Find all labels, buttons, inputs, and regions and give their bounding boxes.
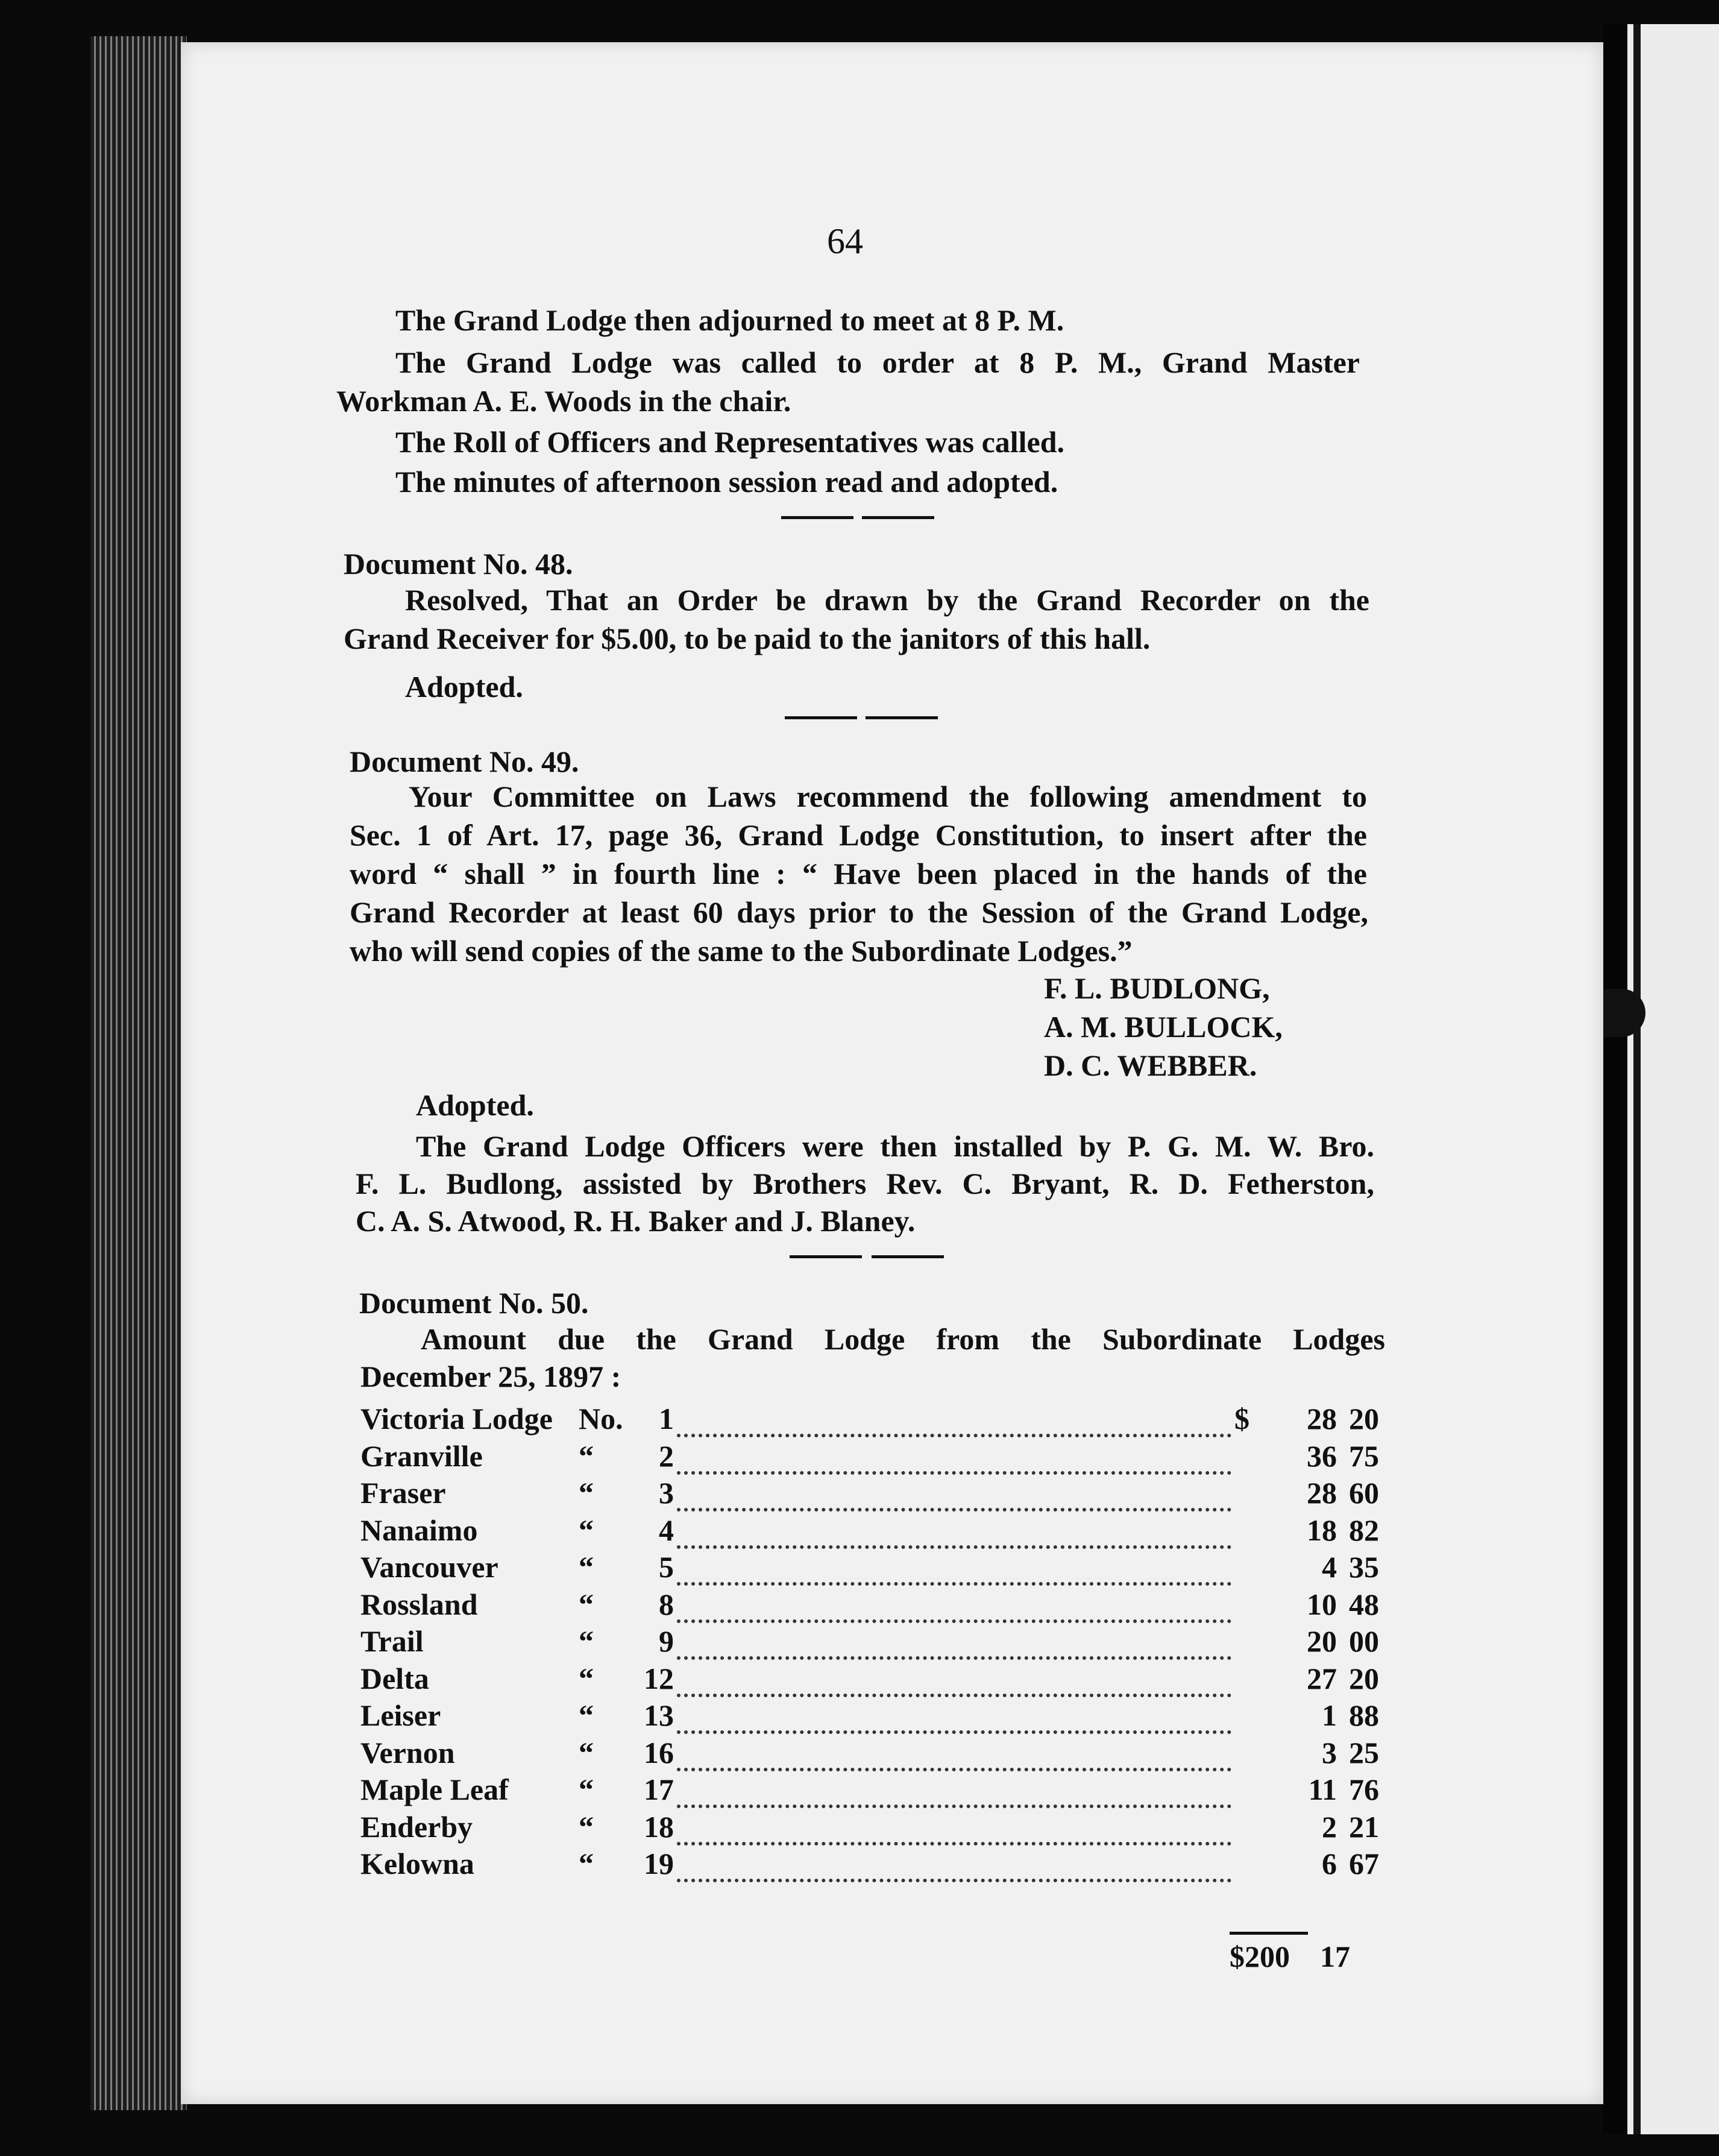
lodge-number-mark: “ — [579, 1513, 594, 1547]
total-cents: 17 — [1320, 1940, 1350, 1973]
intro-line: The minutes of afternoon session read and adopted. — [395, 465, 1058, 499]
lodge-name: Victoria Lodge — [360, 1402, 553, 1436]
leader-dots — [677, 1552, 1231, 1586]
leader-dots — [677, 1441, 1231, 1475]
document-48-line: Grand Receiver for $5.00, to be paid to the janitors of this hall. — [344, 622, 1151, 655]
lodge-number: 4 — [659, 1513, 674, 1547]
signature: A. M. BULLOCK, — [1044, 1010, 1283, 1044]
document-48-adopted: Adopted. — [405, 670, 523, 704]
lodge-name: Fraser — [360, 1476, 446, 1510]
installation-line: The Grand Lodge Officers were then installed by P. G. M. W. Bro. — [416, 1129, 1374, 1163]
table-row — [360, 1774, 1379, 1811]
lodge-number: 13 — [644, 1698, 674, 1732]
table-row — [360, 1552, 1379, 1588]
lodge-name: Vancouver — [360, 1550, 498, 1584]
leader-dots — [677, 1626, 1231, 1660]
lodge-number: 3 — [659, 1476, 674, 1510]
table-row — [360, 1589, 1379, 1625]
document-48-heading: Document No. 48. — [344, 547, 573, 581]
lodge-name: Kelowna — [360, 1847, 474, 1880]
amount-dollars: 27 — [1307, 1661, 1337, 1695]
lodge-number-mark: “ — [579, 1624, 594, 1658]
facing-page — [1627, 24, 1719, 2134]
lodge-number-mark: “ — [579, 1847, 594, 1880]
table-row — [360, 1404, 1379, 1440]
table-row — [360, 1626, 1379, 1662]
table-row — [360, 1515, 1379, 1551]
lodge-number-mark: “ — [579, 1809, 594, 1844]
amount-cents: 88 — [1349, 1698, 1379, 1732]
amount-cents: 21 — [1349, 1809, 1379, 1844]
signature: F. L. BUDLONG, — [1044, 971, 1270, 1005]
lodge-number-mark: “ — [579, 1439, 594, 1473]
page-number: 64 — [827, 221, 863, 261]
amount-cents: 00 — [1349, 1624, 1379, 1658]
lodge-number: 17 — [644, 1773, 674, 1806]
lodge-number: 1 — [659, 1402, 674, 1436]
document-49-line: who will send copies of the same to the Subordinate Lodges.” — [350, 934, 1133, 968]
installation-line: C. A. S. Atwood, R. H. Baker and J. Blaney. — [356, 1204, 916, 1238]
amount-dollars: 10 — [1307, 1587, 1337, 1621]
dollar-sign: $ — [1234, 1402, 1249, 1436]
document-50-heading: Document No. 50. — [359, 1286, 589, 1320]
lodge-number-mark: “ — [579, 1773, 594, 1806]
amount-cents: 76 — [1349, 1773, 1379, 1806]
amount-cents: 25 — [1349, 1735, 1379, 1770]
document-49-heading: Document No. 49. — [350, 745, 579, 778]
intro-line: Workman A. E. Woods in the chair. — [336, 384, 791, 418]
document-48-line: Resolved, That an Order be drawn by the Grand Recorder on the — [405, 583, 1369, 617]
table-row — [360, 1809, 1379, 1848]
lodge-number: 12 — [644, 1661, 674, 1695]
section-rule — [872, 1255, 944, 1258]
lodge-name: Maple Leaf — [360, 1773, 509, 1806]
lodge-name: Enderby — [360, 1809, 473, 1844]
document-49-line: word “ shall ” in fourth line : “ Have been placed in the hands of the — [350, 857, 1367, 890]
lodge-number: 8 — [659, 1587, 674, 1621]
amount-cents: 20 — [1349, 1661, 1379, 1695]
amount-dollars: 11 — [1308, 1773, 1337, 1806]
table-row — [360, 1735, 1379, 1774]
document-50-intro: December 25, 1897 : — [360, 1360, 621, 1393]
lodge-number-mark: “ — [579, 1476, 594, 1510]
installation-line: F. L. Budlong, assisted by Brothers Rev. C. Bryant, R. D. Fetherston, — [356, 1167, 1374, 1200]
lodge-name: Rossland — [360, 1587, 478, 1621]
leader-dots — [677, 1404, 1231, 1437]
lodge-name: Delta — [360, 1661, 429, 1695]
amount-cents: 35 — [1349, 1550, 1379, 1584]
document-49-line: Sec. 1 of Art. 17, page 36, Grand Lodge Constitution, to insert after the — [350, 818, 1367, 852]
amount-cents: 67 — [1349, 1847, 1379, 1880]
amount-dollars: 28 — [1307, 1476, 1337, 1510]
amount-cents: 75 — [1349, 1439, 1379, 1473]
amount-dollars: 28 — [1307, 1402, 1337, 1436]
lodge-name: Vernon — [360, 1735, 455, 1770]
amount-cents: 60 — [1349, 1476, 1379, 1510]
lodge-number-mark: “ — [579, 1735, 594, 1770]
table-row — [360, 1849, 1379, 1885]
section-rule — [862, 516, 934, 519]
lodge-name: Trail — [360, 1624, 424, 1658]
document-49-adopted: Adopted. — [416, 1088, 534, 1122]
lodge-name: Leiser — [360, 1698, 441, 1732]
document-page — [181, 42, 1603, 2104]
leader-dots — [677, 1700, 1231, 1734]
lodge-number: 16 — [644, 1735, 674, 1770]
section-rule — [785, 716, 857, 719]
lodge-name: Nanaimo — [360, 1513, 478, 1547]
binding-edge — [1633, 24, 1641, 2134]
lodge-number-mark: “ — [579, 1698, 594, 1732]
signature: D. C. WEBBER. — [1044, 1048, 1257, 1082]
lodge-number-mark: “ — [579, 1587, 594, 1621]
amount-dollars: 18 — [1307, 1513, 1337, 1547]
leader-dots — [677, 1663, 1231, 1697]
lodge-number-mark: No. — [579, 1402, 623, 1436]
lodge-number: 9 — [659, 1624, 674, 1658]
lodge-number: 19 — [644, 1847, 674, 1880]
document-49-line: Your Committee on Laws recommend the following amendment to — [409, 780, 1367, 813]
lodge-number: 18 — [644, 1809, 674, 1844]
intro-line: The Grand Lodge then adjourned to meet at 8 P. M. — [395, 303, 1064, 337]
leader-dots — [677, 1812, 1231, 1846]
lodge-number-mark: “ — [579, 1661, 594, 1695]
lodge-number-mark: “ — [579, 1550, 594, 1584]
table-row — [360, 1441, 1379, 1477]
section-rule — [866, 716, 938, 719]
amount-dollars: 1 — [1322, 1698, 1337, 1732]
book-page-edges — [90, 36, 187, 2110]
amount-cents: 48 — [1349, 1587, 1379, 1621]
amount-dollars: 3 — [1322, 1735, 1337, 1770]
amount-dollars: 36 — [1307, 1439, 1337, 1473]
lodge-number: 2 — [659, 1439, 674, 1473]
amount-cents: 20 — [1349, 1402, 1379, 1436]
section-rule — [781, 516, 853, 519]
table-row — [360, 1478, 1379, 1514]
section-rule — [790, 1255, 862, 1258]
leader-dots — [677, 1478, 1231, 1511]
leader-dots — [677, 1738, 1231, 1771]
total-dollars: $200 — [1230, 1940, 1290, 1973]
table-row — [360, 1700, 1379, 1736]
lodge-name: Granville — [360, 1439, 483, 1473]
document-50-intro: Amount due the Grand Lodge from the Subordinate Lodges — [421, 1322, 1385, 1356]
intro-line: The Grand Lodge was called to order at 8 P. M., Grand Master — [395, 345, 1360, 379]
amount-dollars: 20 — [1307, 1624, 1337, 1658]
amount-dollars: 4 — [1322, 1550, 1337, 1584]
leader-dots — [677, 1515, 1231, 1549]
lodge-number: 5 — [659, 1550, 674, 1584]
amount-dollars: 6 — [1322, 1847, 1337, 1880]
leader-dots — [677, 1774, 1231, 1808]
table-row — [360, 1663, 1379, 1700]
page-text — [181, 42, 1603, 2104]
leader-dots — [677, 1589, 1231, 1623]
leader-dots — [677, 1849, 1231, 1882]
amount-cents: 82 — [1349, 1513, 1379, 1547]
total-rule — [1230, 1932, 1308, 1935]
intro-line: The Roll of Officers and Representatives was called. — [395, 425, 1065, 459]
document-49-line: Grand Recorder at least 60 days prior to the Session of the Grand Lodge, — [350, 895, 1368, 929]
amount-dollars: 2 — [1322, 1809, 1337, 1844]
